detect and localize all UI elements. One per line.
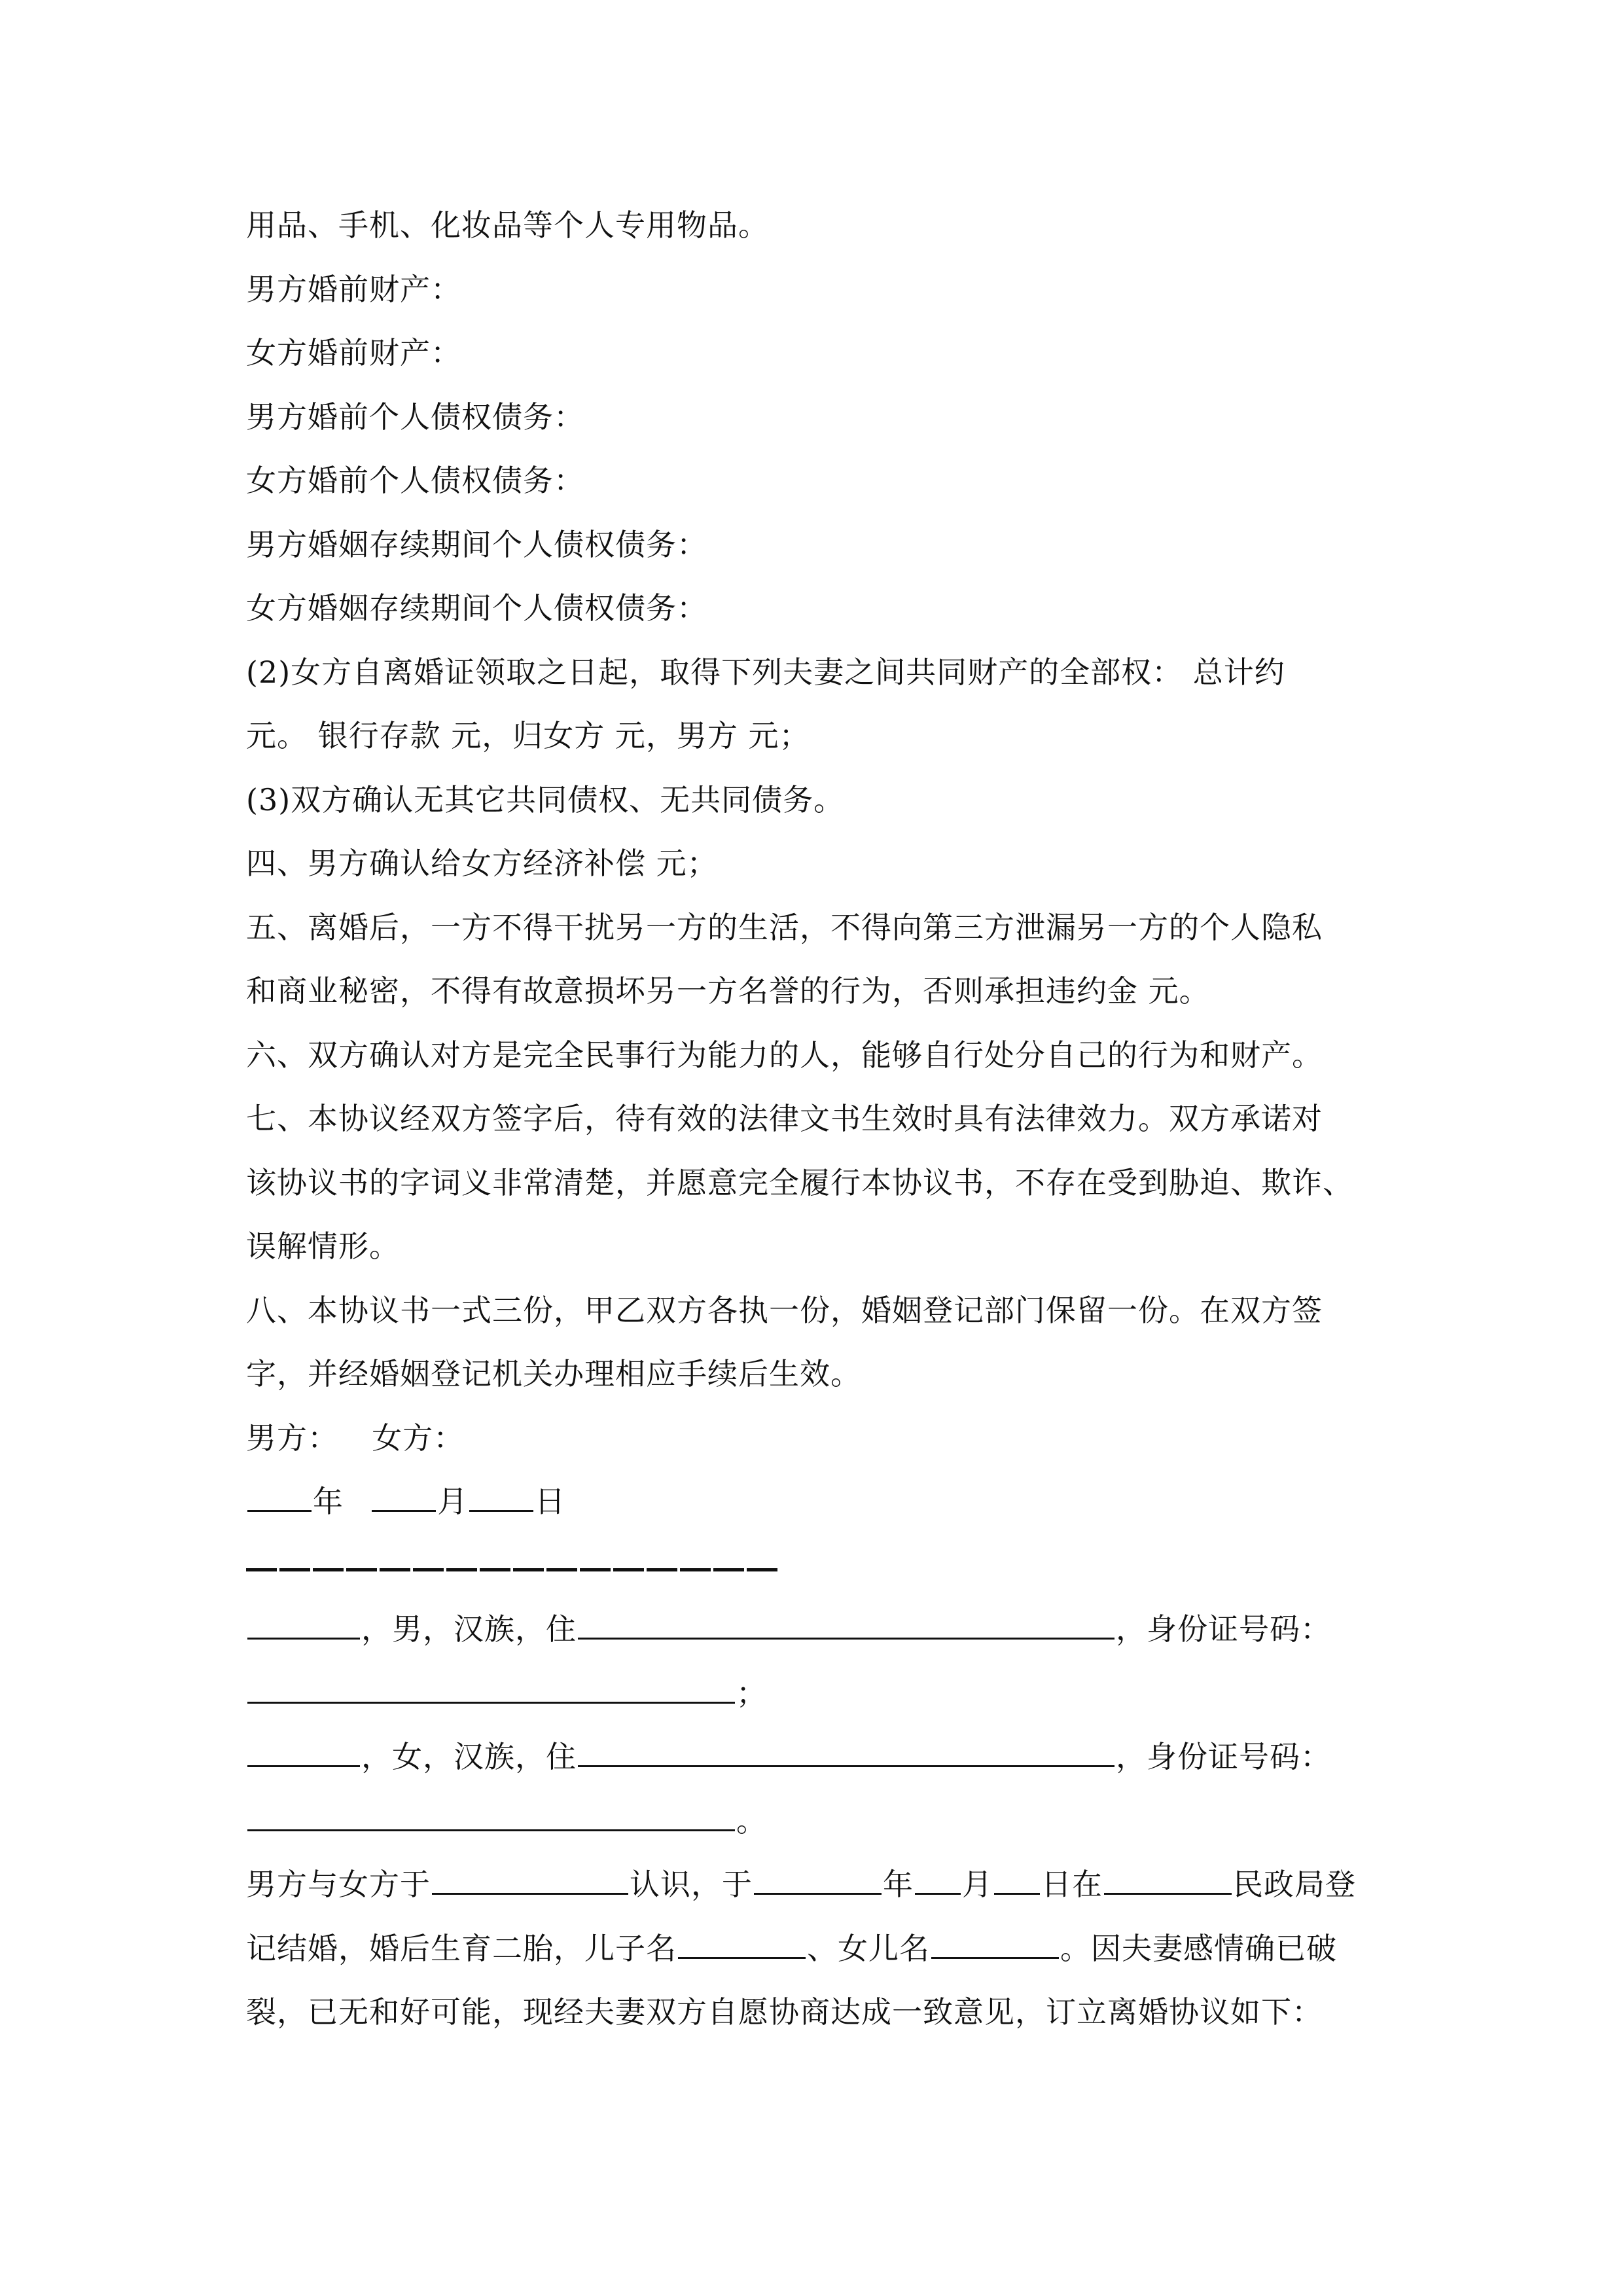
text-line: 五、离婚后，一方不得干扰另一方的生活，不得向第三方泄漏另一方的个人隐私 [246, 909, 1323, 945]
intro-text: 。因夫妻感情确已破 [1060, 1930, 1337, 1966]
intro-text: 、女儿名 [807, 1930, 930, 1966]
text-line: 四、男方确认给女方经济补偿 元； [246, 846, 718, 881]
text-line: 和商业秘密，不得有故意损坏另一方名誉的行为，否则承担违约金 元。 [246, 973, 1210, 1009]
male-id-blank[interactable] [247, 1674, 735, 1703]
dash-segment [313, 1568, 344, 1571]
female-signature-label: 女方： [372, 1420, 465, 1456]
date-line [246, 1470, 1398, 1534]
text-line: 男方婚姻存续期间个人债权债务： [246, 526, 707, 562]
marriage-day-blank[interactable] [994, 1866, 1040, 1895]
text-line: 男方婚前财产： [246, 271, 461, 307]
intro-text: 日在 [1041, 1867, 1103, 1902]
marriage-month-blank[interactable] [915, 1866, 961, 1895]
daughter-name-blank[interactable] [931, 1929, 1059, 1958]
bureau-blank[interactable] [1104, 1866, 1232, 1895]
dash-segment [513, 1568, 544, 1571]
dash-segment [613, 1568, 644, 1571]
intro-text: 月 [962, 1867, 993, 1902]
party-male-line [246, 1598, 1398, 1662]
dash-segment [580, 1568, 611, 1571]
text-line: 该协议书的字词义非常清楚，并愿意完全履行本协议书，不存在受到胁迫、欺诈、 [246, 1164, 1353, 1200]
signature-line [246, 1407, 1398, 1471]
text-line: 八、本协议书一式三份，甲乙双方各执一份，婚姻登记部门保留一份。在双方签 [246, 1292, 1323, 1328]
text-line: (2)女方自离婚证领取之日起，取得下列夫妻之间共同财产的全部权： 总计约 [246, 654, 1285, 690]
dash-segment [647, 1568, 677, 1571]
party-male-id-line [246, 1662, 1398, 1726]
text-line: 女方婚姻存续期间个人债权债务： [246, 590, 707, 626]
female-id-label: ，身份证号码： [1116, 1739, 1331, 1774]
intro-text: 认识，于 [630, 1867, 753, 1902]
intro-text: 记结婚，婚后生育二胎，儿子名 [246, 1930, 677, 1966]
dash-segment [279, 1568, 310, 1571]
day-label: 日 [535, 1484, 566, 1519]
text-line: (3)双方确认无其它共同债权、无共同债务。 [246, 781, 845, 817]
text-line: 字，并经婚姻登记机关办理相应手续后生效。 [246, 1356, 861, 1391]
dash-segment [546, 1568, 577, 1571]
marriage-year-blank[interactable] [754, 1866, 882, 1895]
separator-line [246, 1534, 1398, 1598]
text-line: 女方婚前个人债权债务： [246, 463, 584, 498]
met-date-blank[interactable] [432, 1866, 628, 1895]
dash-segment [480, 1568, 510, 1571]
dash-segment [380, 1568, 410, 1571]
party-female-id-line [246, 1789, 1398, 1854]
dash-segment [713, 1568, 744, 1571]
dash-segment [413, 1568, 444, 1571]
month-label: 月 [437, 1484, 469, 1519]
year-blank[interactable] [247, 1483, 312, 1512]
text-line: 七、本协议经双方签字后，待有效的法律文书生效时具有法律效力。双方承诺对 [246, 1101, 1323, 1136]
intro-text: 年 [883, 1867, 914, 1902]
intro-line-2 [246, 1917, 1398, 1981]
dash-segment [680, 1568, 711, 1571]
text-line: 元。 银行存款 元，归女方 元，男方 元； [246, 718, 810, 753]
month-blank[interactable] [372, 1483, 436, 1512]
intro-text: 男方与女方于 [246, 1867, 431, 1902]
dash-separator [246, 1536, 780, 1600]
male-address-blank[interactable] [578, 1611, 1115, 1640]
male-id-label: ，身份证号码： [1116, 1611, 1331, 1647]
dash-segment [747, 1568, 777, 1571]
intro-line-3: 裂，已无和好可能，现经夫妻双方自愿协商达成一致意见，订立离婚协议如下： [246, 1994, 1323, 2030]
female-gender-ethnicity: ，女，汉族，住 [361, 1739, 577, 1774]
male-signature-label: 男方： [246, 1420, 338, 1456]
dash-segment [246, 1568, 277, 1571]
intro-line-1 [246, 1853, 1398, 1917]
party-female-line [246, 1725, 1398, 1789]
text-line: 误解情形。 [246, 1229, 400, 1264]
day-blank[interactable] [469, 1483, 533, 1512]
text-line: 男方婚前个人债权债务： [246, 399, 584, 435]
male-name-blank[interactable] [247, 1611, 360, 1640]
document-page [246, 194, 1398, 2045]
female-line-end: 。 [736, 1803, 767, 1839]
text-line: 女方婚前财产： [246, 335, 461, 370]
female-address-blank[interactable] [578, 1738, 1115, 1767]
year-label: 年 [313, 1484, 344, 1519]
dash-segment [446, 1568, 477, 1571]
female-name-blank[interactable] [247, 1738, 360, 1767]
male-line-end: ； [736, 1675, 767, 1711]
intro-text: 民政局登 [1233, 1867, 1356, 1902]
text-line: 六、双方确认对方是完全民事行为能力的人，能够自行处分自己的行为和财产。 [246, 1037, 1323, 1073]
male-gender-ethnicity: ，男，汉族，住 [361, 1611, 577, 1647]
text-line: 用品、手机、化妆品等个人专用物品。 [246, 207, 769, 243]
female-id-blank[interactable] [247, 1802, 735, 1831]
dash-segment [346, 1568, 377, 1571]
son-name-blank[interactable] [678, 1929, 806, 1958]
